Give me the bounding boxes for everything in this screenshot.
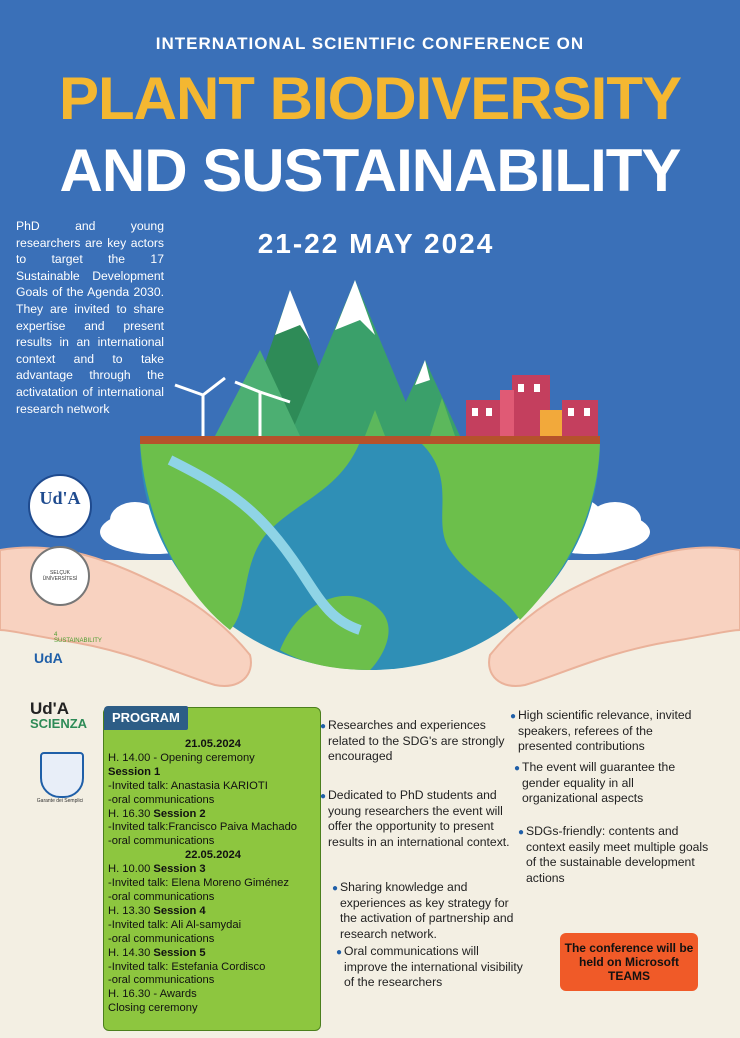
garante-logo-text: Garante dei Semplici [36,798,84,804]
program-time: H. 16.30 [108,807,154,820]
feature-left-3-text: Sharing knowledge and experiences as key strategy for the activation of partnership and research network. [340,880,514,941]
garante-semplici-logo [34,752,86,812]
bullet-icon: ● [510,711,517,722]
feature-right-3-text: SDGs-friendly: contents and context easily meet multiple goals of the sustainable development actions [526,824,709,885]
feature-left-2-text: Dedicated to PhD students and young researchers the event will offer the opportunity to present results in an international context. [328,788,510,849]
program-line: -oral communications [108,974,215,987]
bullet-icon: ● [332,883,339,894]
uda-scienza-bottom: SCIENZA [30,716,88,731]
conference-dates: 21-22 MAY 2024 [257,228,495,259]
program-line: -oral communications [108,890,215,903]
program-line: -oral communications [108,793,215,806]
bullet-icon: ● [514,763,521,774]
program-session: Session 2 [153,807,206,820]
program-time: H. 14.30 [108,946,154,959]
program-line: -Invited talk:Francisco Paiva Machado [108,821,298,834]
program-schedule [108,738,318,1016]
feature-right-1-text: High scientific relevance, invited speakers, referees of the presented contributions [518,708,692,753]
program-line: Session 1 [108,765,161,778]
feature-right-3 [526,824,710,886]
program-line: -Invited talk: Anastasia KARIOTI [108,779,268,792]
teams-note-box [560,933,698,991]
program-session: Session 3 [153,863,206,876]
program-line: Closing ceremony [108,1002,198,1015]
bullet-icon: ● [518,827,525,838]
selcuk-logo-text: SELÇUK ÜNİVERSİTESİ [42,570,78,582]
program-line [108,808,318,822]
conference-supertitle: INTERNATIONAL SCIENTIFIC CONFERENCE ON [155,34,585,53]
bullet-icon: ● [320,721,327,732]
program-line: H. 14.00 - Opening ceremony [108,751,255,764]
program-session: Session 4 [153,904,206,917]
feature-left-4 [344,944,524,991]
program-line [108,947,318,961]
program-line: -oral communications [108,835,215,848]
program-line: -Invited talk: Ali Al-samydai [108,918,242,931]
feature-left-1 [328,718,506,765]
program-line: H. 16.30 - Awards [108,988,197,1001]
program-box [103,707,321,1031]
feature-right-2 [522,760,704,807]
uda4s-brand-text: UdA [34,650,63,666]
program-session: Session 5 [153,946,206,959]
bullet-icon: ● [336,947,343,958]
uda-scienza-logo [30,700,90,738]
program-time: H. 13.30 [108,904,154,917]
program-time: H. 10.00 [108,863,154,876]
uda-logo-text: Ud'A [39,488,81,508]
globe-hands-illustration [0,270,740,710]
program-title: PROGRAM [104,706,188,730]
uda4s-text: 4 SUSTAINABILITY [54,632,102,644]
teams-note-text: The conference will be held on Microsoft TEAMS [564,941,694,983]
program-line: -oral communications [108,932,215,945]
feature-right-2-text: The event will guarantee the gender equality in all organizational aspects [522,760,676,805]
uda-logo [28,474,92,538]
program-line: -Invited talk: Elena Moreno Giménez [108,877,289,890]
title-line-2: AND SUSTAINABILITY [59,137,681,204]
garante-shield-icon [40,752,84,798]
houses-icon [466,375,598,436]
program-date: 22.05.2024 [185,849,241,862]
intro-paragraph: PhD and young researchers are key actors to target the 17 Sustainable Development Goals of the Agenda 2030. They are invited to share expertise and present results in an international context and to take advantage through the activatation of international research network [16,219,164,416]
feature-left-3 [340,880,520,942]
selcuk-university-logo [30,546,90,606]
title-line-1: PLANT BIODIVERSITY [58,65,682,132]
program-line [108,863,318,877]
feature-left-4-text: Oral communications will improve the international visibility of the researchers [344,944,523,989]
mountains-icon [215,280,460,436]
feature-right-1 [518,708,706,755]
uda-scienza-top: Ud'A [30,699,69,718]
feature-left-2 [328,788,514,850]
program-line: -Invited talk: Estefania Cordisco [108,960,266,973]
program-line [108,905,318,919]
feature-left-1-text: Researches and experiences related to the SDG's are strongly encouraged [328,718,505,763]
bullet-icon: ● [320,791,327,802]
uda-4-sustainability-logo [30,626,102,676]
program-date: 21.05.2024 [185,738,241,750]
